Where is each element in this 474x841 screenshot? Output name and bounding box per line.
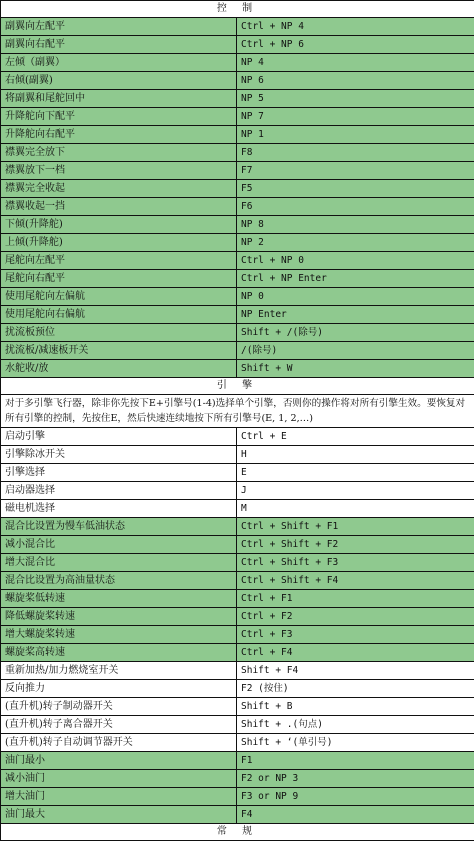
table-row [1, 626, 474, 644]
shortcut-key-cell: Ctrl + F4 [237, 644, 474, 662]
section-title-control: 控 制 [1, 1, 474, 18]
shortcut-key-cell: Shift + /(除号) [237, 324, 474, 342]
shortcut-key-cell: NP Enter [237, 306, 474, 324]
table-row [1, 324, 474, 342]
action-cell: 增大油门 [1, 788, 237, 806]
table-row [1, 590, 474, 608]
action-cell: 升降舵向右配平 [1, 126, 237, 144]
table-row [1, 234, 474, 252]
action-cell: 水舵收/放 [1, 360, 237, 378]
action-cell: 右倾(副翼) [1, 72, 237, 90]
shortcut-key-cell: /(除号) [237, 342, 474, 360]
action-cell: 增大螺旋桨转速 [1, 626, 237, 644]
shortcut-key-cell: NP 4 [237, 54, 474, 72]
shortcut-key-cell: Shift + F4 [237, 662, 474, 680]
shortcut-key-cell: F2 (按住) [237, 680, 474, 698]
action-cell: 尾舵向右配平 [1, 270, 237, 288]
action-cell: 襟翼完全放下 [1, 144, 237, 162]
section-header-control [1, 1, 474, 18]
table-row [1, 306, 474, 324]
action-cell: (直升机)转子自动调节器开关 [1, 734, 237, 752]
shortcut-key-cell: NP 8 [237, 216, 474, 234]
shortcut-key-cell: Shift + W [237, 360, 474, 378]
shortcut-key-cell: Ctrl + Shift + F2 [237, 536, 474, 554]
table-row [1, 788, 474, 806]
action-cell: 磁电机选择 [1, 500, 237, 518]
action-cell: 增大混合比 [1, 554, 237, 572]
table-row [1, 806, 474, 824]
table-row [1, 770, 474, 788]
shortcut-table-body [1, 1, 474, 841]
shortcut-key-cell: Ctrl + E [237, 428, 474, 446]
action-cell: 扰流板预位 [1, 324, 237, 342]
section-header-general [1, 824, 474, 841]
action-cell: 尾舵向左配平 [1, 252, 237, 270]
action-cell: 引擎除冰开关 [1, 446, 237, 464]
action-cell: 减小油门 [1, 770, 237, 788]
shortcut-key-cell: Ctrl + F3 [237, 626, 474, 644]
action-cell: 引擎选择 [1, 464, 237, 482]
table-row [1, 698, 474, 716]
shortcut-key-cell: J [237, 482, 474, 500]
shortcut-key-cell: F7 [237, 162, 474, 180]
shortcut-key-cell: Ctrl + F2 [237, 608, 474, 626]
action-cell: 减小混合比 [1, 536, 237, 554]
action-cell: 油门最小 [1, 752, 237, 770]
shortcut-key-cell: F6 [237, 198, 474, 216]
table-row [1, 518, 474, 536]
shortcut-key-cell: F3 or NP 9 [237, 788, 474, 806]
action-cell: 反向推力 [1, 680, 237, 698]
table-row [1, 680, 474, 698]
table-row [1, 342, 474, 360]
table-row [1, 446, 474, 464]
shortcut-key-cell: Ctrl + NP 6 [237, 36, 474, 54]
shortcut-key-cell: F5 [237, 180, 474, 198]
shortcut-key-cell: F1 [237, 752, 474, 770]
action-cell: 螺旋桨高转速 [1, 644, 237, 662]
section-title-general: 常 规 [1, 824, 474, 841]
shortcut-key-cell: NP 2 [237, 234, 474, 252]
action-cell: 襟翼完全收起 [1, 180, 237, 198]
action-cell: 混合比设置为慢车低油状态 [1, 518, 237, 536]
table-row [1, 554, 474, 572]
table-row [1, 572, 474, 590]
action-cell: 油门最大 [1, 806, 237, 824]
action-cell: 使用尾舵向右偏航 [1, 306, 237, 324]
table-row [1, 54, 474, 72]
section-header-engine [1, 378, 474, 395]
shortcut-key-cell: Ctrl + F1 [237, 590, 474, 608]
table-row [1, 536, 474, 554]
shortcut-key-cell: NP 1 [237, 126, 474, 144]
action-cell: 将副翼和尾舵回中 [1, 90, 237, 108]
action-cell: 襟翼收起一挡 [1, 198, 237, 216]
table-row [1, 644, 474, 662]
shortcut-key-cell: Ctrl + Shift + F1 [237, 518, 474, 536]
table-row [1, 198, 474, 216]
engine-note-row [1, 395, 474, 428]
table-row [1, 36, 474, 54]
shortcut-key-cell: F8 [237, 144, 474, 162]
table-row [1, 18, 474, 36]
engine-note: 对于多引擎飞行器，除非你先按下E+引擎号(1-4)选择单个引擎，否则你的操作将对所有引擎生效。要恢复对所有引擎的控制，先按住E，然后快速连续地按下所有引擎号(E, 1, 2,…) [1, 395, 474, 428]
shortcut-key-cell: NP 0 [237, 288, 474, 306]
shortcut-key-cell: H [237, 446, 474, 464]
action-cell: 上倾(升降舵) [1, 234, 237, 252]
shortcut-key-cell: Ctrl + Shift + F4 [237, 572, 474, 590]
shortcut-key-cell: Ctrl + NP Enter [237, 270, 474, 288]
table-row [1, 500, 474, 518]
table-row [1, 126, 474, 144]
action-cell: (直升机)转子离合器开关 [1, 716, 237, 734]
action-cell: 启动器选择 [1, 482, 237, 500]
table-row [1, 360, 474, 378]
shortcut-key-cell: Ctrl + NP 4 [237, 18, 474, 36]
action-cell: 启动引擎 [1, 428, 237, 446]
action-cell: 扰流板/减速板开关 [1, 342, 237, 360]
table-row [1, 734, 474, 752]
shortcut-key-cell: Shift + B [237, 698, 474, 716]
shortcut-key-cell: Ctrl + NP 0 [237, 252, 474, 270]
action-cell: 襟翼放下一档 [1, 162, 237, 180]
table-row [1, 216, 474, 234]
table-row [1, 144, 474, 162]
action-cell: 使用尾舵向左偏航 [1, 288, 237, 306]
table-row [1, 108, 474, 126]
section-title-engine: 引 擎 [1, 378, 474, 395]
action-cell: 升降舵向下配平 [1, 108, 237, 126]
shortcut-key-cell: E [237, 464, 474, 482]
table-row [1, 662, 474, 680]
table-row [1, 752, 474, 770]
action-cell: 混合比设置为高油量状态 [1, 572, 237, 590]
table-row [1, 608, 474, 626]
table-row [1, 72, 474, 90]
shortcut-key-cell: NP 6 [237, 72, 474, 90]
action-cell: 重新加热/加力燃烧室开关 [1, 662, 237, 680]
table-row [1, 482, 474, 500]
table-row [1, 270, 474, 288]
shortcut-key-cell: Shift + ‘(单引号) [237, 734, 474, 752]
table-row [1, 464, 474, 482]
action-cell: 螺旋桨低转速 [1, 590, 237, 608]
shortcut-key-cell: Shift + .(句点) [237, 716, 474, 734]
shortcut-key-cell: M [237, 500, 474, 518]
table-row [1, 162, 474, 180]
shortcut-key-cell: NP 5 [237, 90, 474, 108]
table-row [1, 180, 474, 198]
shortcut-key-cell: F2 or NP 3 [237, 770, 474, 788]
action-cell: 左倾（副翼） [1, 54, 237, 72]
table-row [1, 252, 474, 270]
shortcut-key-cell: F4 [237, 806, 474, 824]
action-cell: 副翼向右配平 [1, 36, 237, 54]
action-cell: 下倾(升降舵) [1, 216, 237, 234]
table-row [1, 90, 474, 108]
action-cell: 副翼向左配平 [1, 18, 237, 36]
table-row [1, 716, 474, 734]
shortcut-key-cell: NP 7 [237, 108, 474, 126]
shortcut-key-cell: Ctrl + Shift + F3 [237, 554, 474, 572]
action-cell: (直升机)转子制动器开关 [1, 698, 237, 716]
action-cell: 降低螺旋桨转速 [1, 608, 237, 626]
table-row [1, 288, 474, 306]
table-row [1, 428, 474, 446]
